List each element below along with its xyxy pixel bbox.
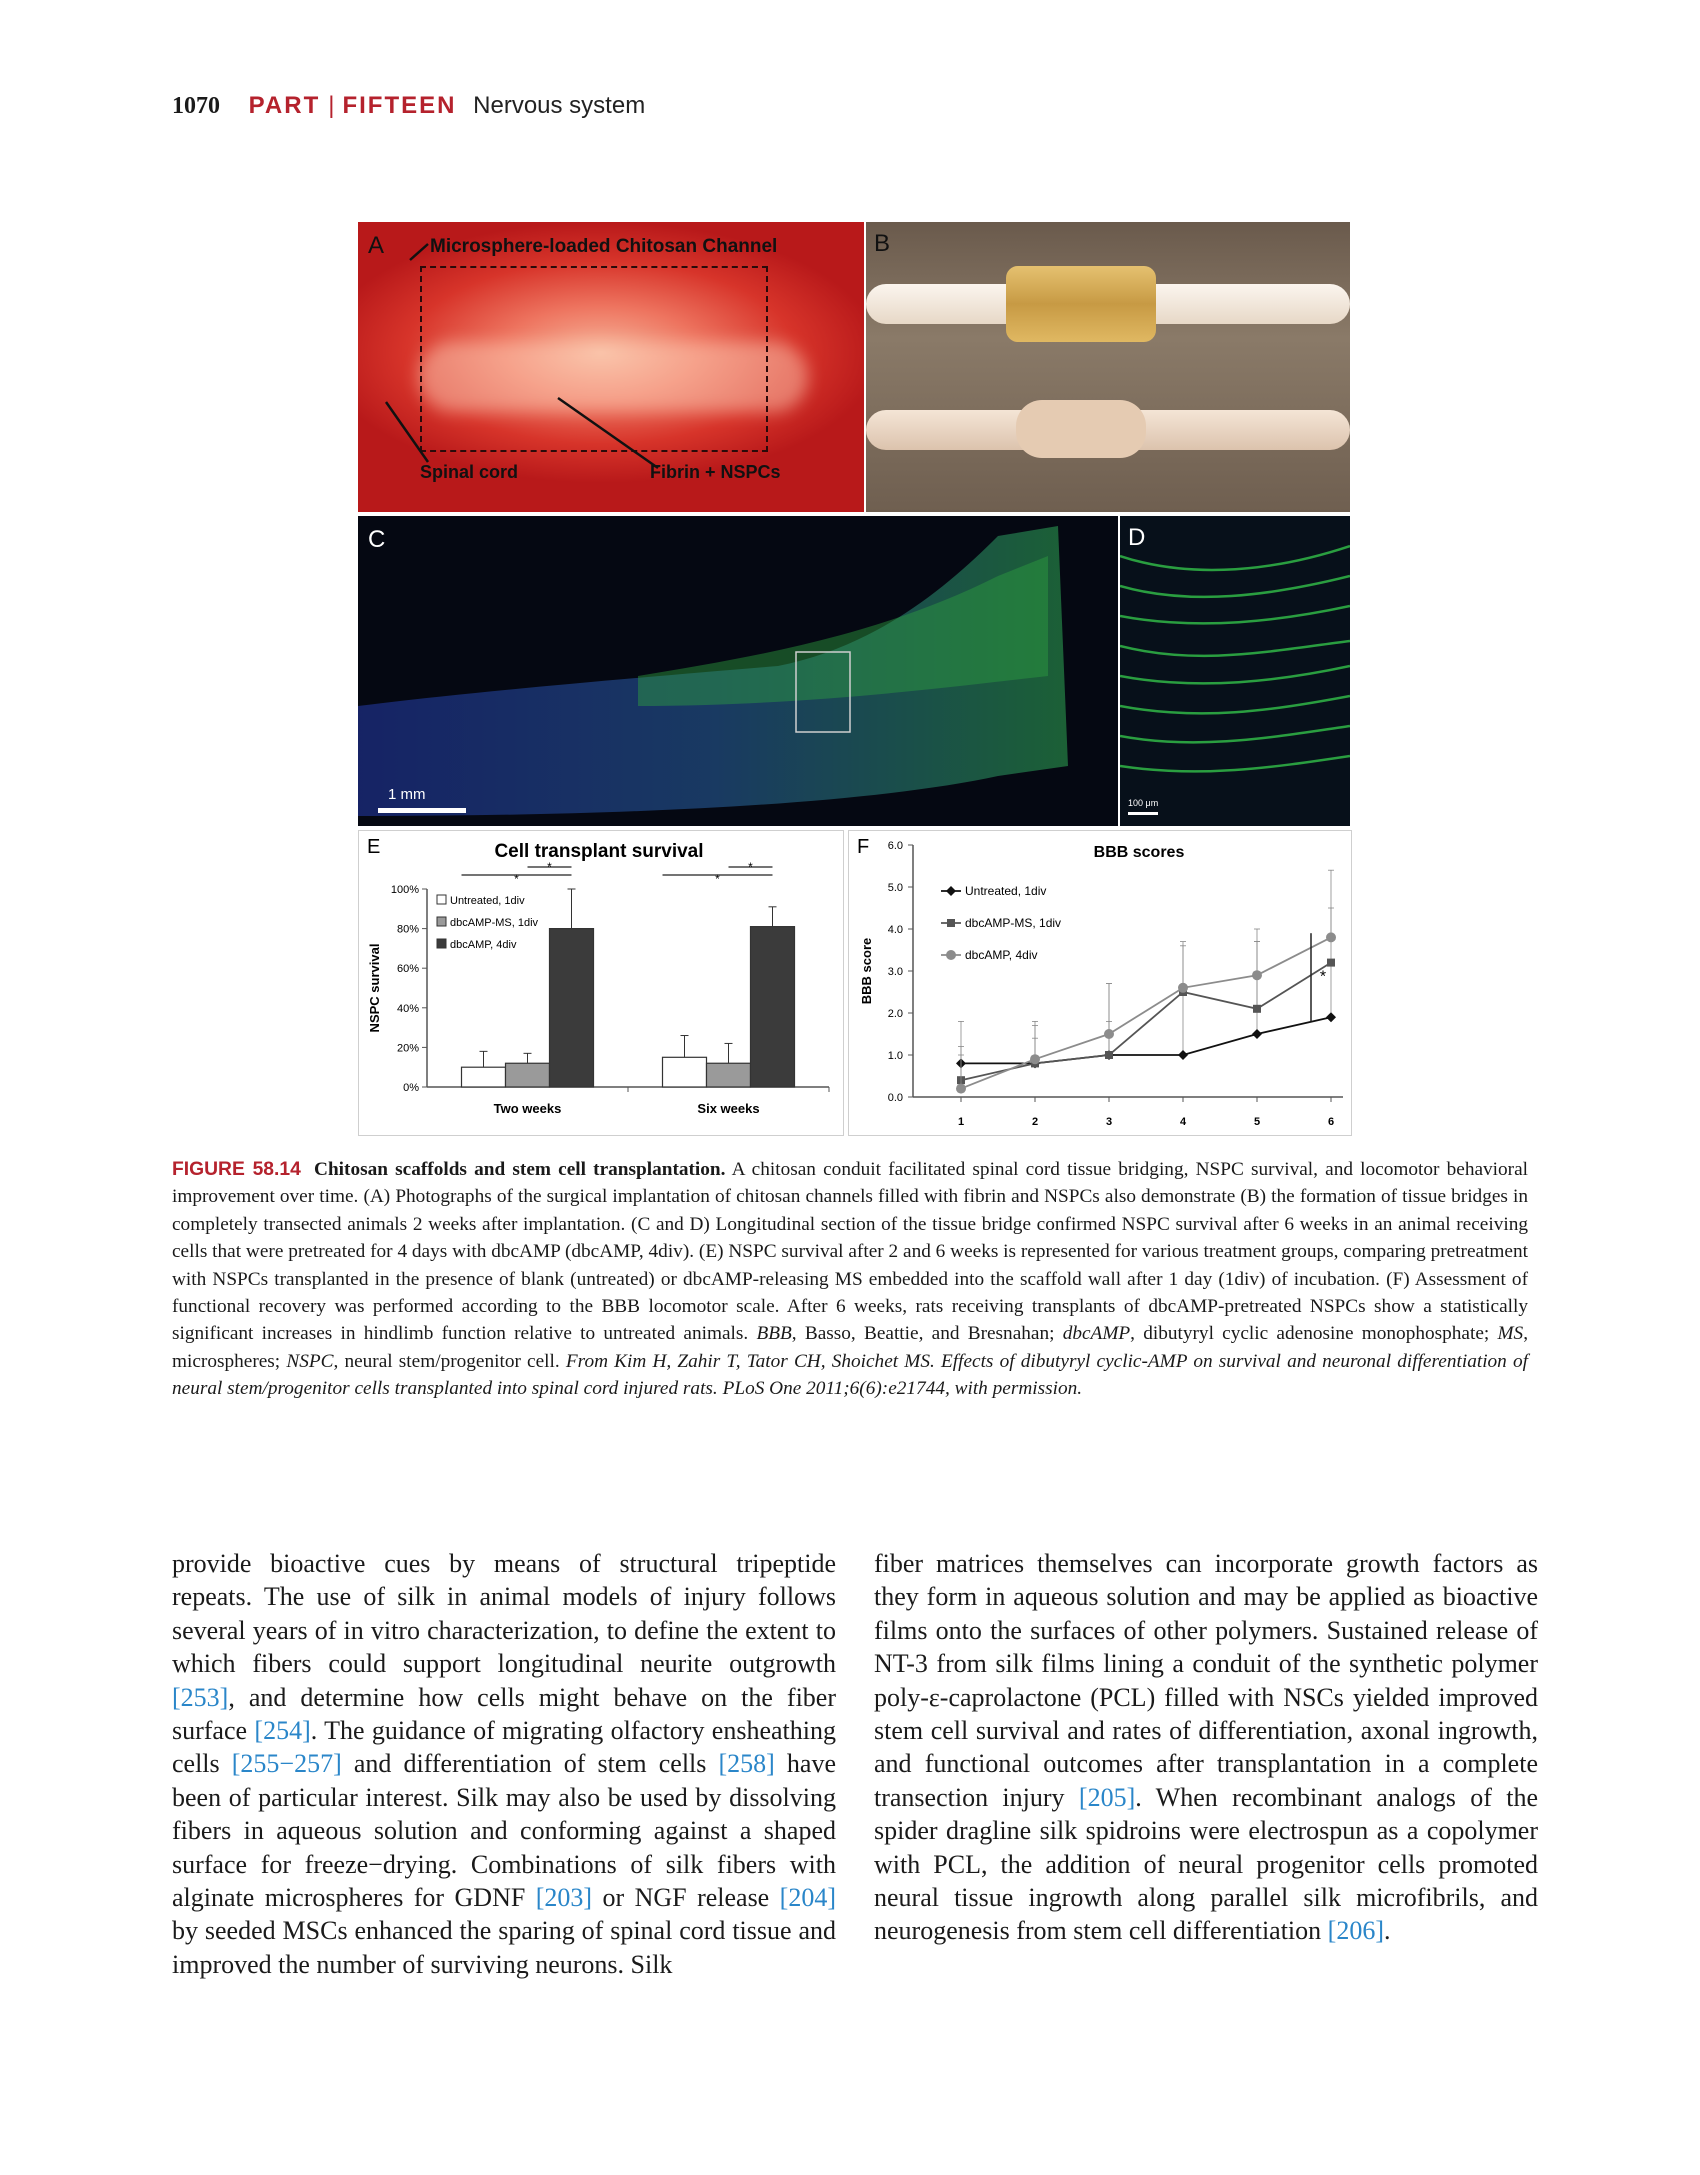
body-text: have been of particular interest. Silk may also be used by dissolving fibers in aqueous solution and conforming against a shaped surface for freeze−drying. Combinations of silk fibers with alginate microspheres for GDNF: [172, 1749, 836, 1913]
bar: [707, 1063, 751, 1087]
chart-title: BBB scores: [1093, 844, 1185, 861]
figure-caption: [172, 1156, 1528, 1403]
y-tick-label: 20%: [396, 1042, 419, 1055]
panel-e-chart: [358, 830, 844, 1136]
x-tick-label: Six weeks: [697, 1101, 760, 1116]
y-tick-label: 6.0: [887, 840, 903, 852]
annotation-fibrin: Fibrin + NSPCs: [650, 462, 781, 482]
significance-star: *: [748, 860, 753, 874]
reference-link[interactable]: [255−257]: [231, 1749, 342, 1779]
panel-a-photo: [358, 222, 864, 512]
panel-e-label: E: [367, 836, 381, 858]
data-point: [1326, 932, 1336, 942]
caption-source: From Kim H, Zahir T, Tator CH, Shoichet MS. Effects of dibutyryl cyclic-AMP on survival and neuronal differentiation of neural stem/progenitor cells transplanted into spinal cord injured rats. PLoS One 2011;6(6):e21744, with permission.: [172, 1350, 1528, 1400]
legend-entry: dbcAMP-MS, 1div: [450, 917, 539, 929]
legend-swatch: [437, 917, 446, 926]
x-tick-label: 3: [1105, 1116, 1113, 1128]
body-text: . When recombinant analogs of the spider dragline silk spidroins were electrospun as a copolymer with PCL, the addition of neural progenitor cells promoted neural tissue ingrowth along parallel silk microfibrils, and neurogenesis from stem cell differentiation: [874, 1782, 1538, 1946]
body-column-left: [172, 1547, 836, 1981]
body-paragraph-left: [172, 1547, 836, 1981]
panel-d-label: D: [1128, 524, 1146, 551]
panel-f-label: F: [857, 836, 870, 858]
bar: [751, 927, 795, 1087]
y-axis-label: NSPC survival: [367, 943, 382, 1033]
x-tick-label: 6: [1327, 1116, 1335, 1128]
x-tick-label: 4: [1179, 1116, 1187, 1128]
data-point: [1178, 1050, 1188, 1060]
reference-link[interactable]: [206]: [1327, 1916, 1384, 1946]
body-column-right: [874, 1547, 1538, 1948]
running-header: [172, 92, 645, 120]
panel-d-micrograph: [1120, 516, 1350, 826]
chitosan-conduit: [1006, 266, 1156, 342]
data-point: [956, 1084, 966, 1094]
abbr-definition: , microspheres;: [172, 1323, 1529, 1372]
reference-link[interactable]: [258]: [718, 1749, 775, 1779]
scale-bar-d-label: 100 μm: [1128, 798, 1159, 808]
scale-bar-c: [378, 808, 466, 813]
significance-star: *: [514, 872, 519, 886]
legend-marker: [946, 886, 956, 896]
legend-entry: Untreated, 1div: [450, 895, 525, 907]
body-text: or NGF release: [592, 1883, 780, 1913]
abbr-definition: , dibutyryl cyclic adenosine monophosphate;: [1130, 1323, 1498, 1345]
body-text: by seeded MSCs enhanced the sparing of spinal cord tissue and improved the number of surviving neurons. Silk: [172, 1916, 836, 1979]
legend-entry: Untreated, 1div: [965, 884, 1047, 898]
panel-f-chart: [848, 830, 1352, 1136]
legend-marker: [947, 919, 955, 927]
header-separator: |: [328, 92, 335, 119]
data-point: [1104, 1029, 1114, 1039]
body-text: provide bioactive cues by means of structural tripeptide repeats. The use of silk in animal models of injury follows several years of in vitro characterization, to define the extent to which fibers could support longitudinal neurite outgrowth: [172, 1549, 836, 1679]
panel-b-label: B: [874, 230, 891, 257]
x-tick-label: 1: [957, 1116, 965, 1128]
x-tick-label: Two weeks: [493, 1101, 562, 1116]
part-word: PART: [248, 92, 321, 119]
abbr-term: MS: [1497, 1323, 1524, 1345]
y-tick-label: 0.0: [887, 1092, 903, 1104]
significance-star: *: [715, 872, 720, 886]
annotation-channel: Microsphere-loaded Chitosan Channel: [430, 236, 778, 257]
scale-bar-d: [1128, 812, 1158, 815]
data-point: [1030, 1054, 1040, 1064]
caption-title: Chitosan scaffolds and stem cell transplantation.: [314, 1159, 726, 1180]
legend-entry: dbcAMP, 4div: [965, 948, 1038, 962]
panel-c-label: C: [368, 526, 386, 553]
y-tick-label: 1.0: [887, 1050, 903, 1062]
y-tick-label: 40%: [396, 1002, 419, 1015]
y-tick-label: 4.0: [887, 924, 903, 936]
x-tick-label: 5: [1253, 1116, 1261, 1128]
data-point: [1178, 983, 1188, 993]
reference-link[interactable]: [253]: [172, 1682, 229, 1712]
y-tick-label: 3.0: [887, 966, 903, 978]
reference-link[interactable]: [254]: [254, 1716, 311, 1746]
significance-star: *: [1319, 968, 1327, 986]
annotation-cord: Spinal cord: [420, 462, 519, 482]
abbr-term: NSPC: [286, 1350, 334, 1372]
arrow-channel: [410, 244, 428, 260]
data-point: [1105, 1051, 1113, 1059]
reference-link[interactable]: [204]: [779, 1883, 836, 1913]
abbr-term: BBB: [756, 1323, 792, 1345]
data-point: [1252, 1029, 1262, 1039]
y-axis-label: BBB score: [859, 937, 874, 1005]
abbr-definition: , Basso, Beattie, and Bresnahan;: [791, 1323, 1063, 1345]
panel-c-micrograph: [358, 516, 1118, 826]
body-text: and differentiation of stem cells: [341, 1749, 719, 1779]
legend-marker: [946, 950, 956, 960]
significance-star: *: [547, 860, 552, 874]
bar: [663, 1057, 707, 1087]
y-tick-label: 80%: [396, 923, 419, 936]
arrow-fibrin: [558, 398, 658, 468]
part-number: FIFTEEN: [342, 92, 457, 119]
fiber-strands: [1120, 516, 1350, 826]
y-tick-label: 0%: [403, 1082, 419, 1094]
arrow-cord: [386, 402, 428, 462]
tissue-section: [358, 516, 1118, 826]
body-paragraph-right: [874, 1547, 1538, 1948]
y-tick-label: 5.0: [887, 882, 903, 894]
caption-body: A chitosan conduit facilitated spinal cord tissue bridging, NSPC survival, and locomotor behavioral improvement over time. (A) Photographs of the surgical implantation of chitosan channels filled with fibrin and NSPCs also demonstrate (B) the formation of tissue bridges in completely transected animals 2 weeks after implantation. (C and D) Longitudinal section of the tissue bridge confirmed NSPC survival after 6 weeks in an animal receiving cells that were pretreated for 4 days with dbcAMP (dbcAMP, 4div). (E) NSPC survival after 2 and 6 weeks is represented for various treatment groups, comparing pretreatment with NSPCs transplanted in the presence of blank (untreated) or dbcAMP-releasing MS embedded into the scaffold wall after 1 day (1div) of incubation. (F) Assessment of functional recovery was performed according to the BBB locomotor scale. After 6 weeks, rats receiving transplants of dbcAMP-pretreated NSPCs show a statistically significant increases in hindlimb function relative to untreated animals.: [172, 1159, 1529, 1345]
legend-entry: dbcAMP-MS, 1div: [965, 916, 1062, 930]
figure-label: FIGURE 58.14: [172, 1159, 301, 1180]
reference-link[interactable]: [205]: [1078, 1782, 1136, 1812]
page-number: 1070: [172, 93, 220, 119]
legend-entry: dbcAMP, 4div: [450, 939, 517, 951]
data-point: [1253, 1005, 1261, 1013]
bar: [506, 1063, 550, 1087]
body-text: fiber matrices themselves can incorporate growth factors as they form in aqueous solution and may be applied as bioactive films onto the surfaces of other polymers. Sustained release of NT-3 from silk films lining a conduit of the synthetic polymer poly-ε-caprolactone (PCL) filled with NSCs yielded improved stem cell survival and rates of differentiation, axonal ingrowth, and functional outcomes after transplantation in a complete transection injury: [874, 1549, 1538, 1812]
data-point: [1327, 959, 1335, 967]
reference-link[interactable]: [203]: [535, 1883, 593, 1913]
panel-b-photo: [866, 222, 1350, 512]
body-text: .: [1383, 1916, 1391, 1946]
body-text: , and determine how cells might behave on the fiber surface: [172, 1682, 836, 1746]
bbb-line-chart: [849, 831, 1352, 1136]
y-tick-label: 2.0: [887, 1008, 903, 1020]
data-point: [1326, 1012, 1336, 1022]
scale-bar-c-label: 1 mm: [388, 786, 426, 803]
abbr-term: dbcAMP: [1062, 1323, 1131, 1345]
annotation-arrows: [358, 222, 864, 512]
x-tick-label: 2: [1031, 1116, 1039, 1128]
legend-swatch: [437, 895, 446, 904]
abbr-definition: , neural stem/progenitor cell.: [333, 1350, 566, 1372]
body-text: . The guidance of migrating olfactory ensheathing cells: [172, 1716, 836, 1779]
bar: [550, 929, 594, 1087]
chart-title: Cell transplant survival: [494, 841, 704, 862]
panel-a-label: A: [368, 232, 385, 259]
y-tick-label: 60%: [396, 963, 419, 976]
y-tick-label: 100%: [390, 884, 419, 896]
legend-swatch: [437, 939, 446, 948]
survival-bar-chart: [359, 831, 844, 1136]
bar: [462, 1067, 506, 1087]
data-point: [1252, 970, 1262, 980]
section-title: Nervous system: [473, 92, 646, 119]
